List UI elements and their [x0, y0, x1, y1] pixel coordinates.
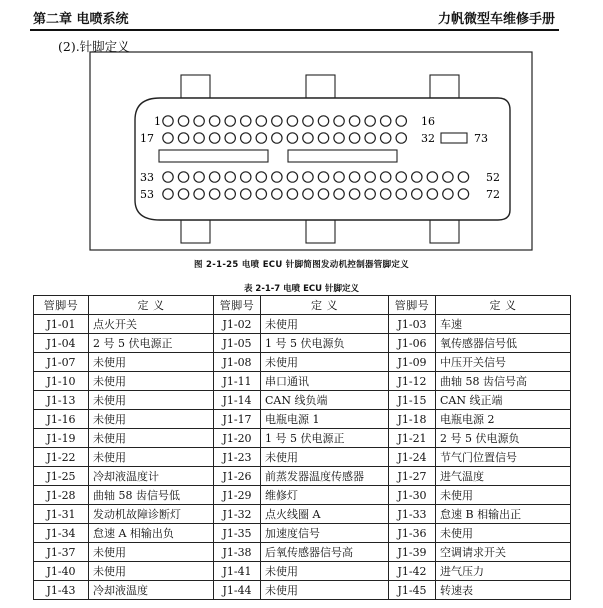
pin-number-cell: J1-07 — [34, 353, 89, 372]
pin-number-cell: J1-43 — [34, 581, 89, 600]
pin-definition-cell: 未使用 — [89, 429, 214, 448]
pin-number-cell: J1-31 — [34, 505, 89, 524]
pin-definition-cell: 空调请求开关 — [436, 543, 571, 562]
pin-definition-cell: 冷却液温度 — [89, 581, 214, 600]
pin-definition-cell: 进气压力 — [436, 562, 571, 581]
pin-definition-cell: 未使用 — [261, 581, 389, 600]
bottom-tab-left — [181, 220, 210, 243]
pin-definition-cell: 未使用 — [89, 562, 214, 581]
pin-number-cell: J1-24 — [389, 448, 436, 467]
pin-number-cell: J1-29 — [214, 486, 261, 505]
table-row — [34, 505, 571, 524]
table-row — [34, 467, 571, 486]
pin-definition-cell: 1 号 5 伏电源正 — [261, 429, 389, 448]
pin-label-row1-first: 1 — [154, 115, 161, 128]
pin-number-cell: J1-18 — [389, 410, 436, 429]
pin-definition-cell: 氧传感器信号低 — [436, 334, 571, 353]
pin-label-row3-last: 52 — [486, 171, 500, 184]
pin-definition-cell: 点火线圈 A — [261, 505, 389, 524]
top-tab-right — [430, 75, 459, 98]
pin-definition-cell: CAN 线负端 — [261, 391, 389, 410]
pin-definition-cell: 未使用 — [89, 410, 214, 429]
pin-number-cell: J1-11 — [214, 372, 261, 391]
pin-definition-cell: CAN 线正端 — [436, 391, 571, 410]
pin-number-cell: J1-32 — [214, 505, 261, 524]
pin-number-cell: J1-41 — [214, 562, 261, 581]
pin-label-row1-last: 16 — [421, 115, 435, 128]
pin-number-cell: J1-09 — [389, 353, 436, 372]
pin-definition-cell: 进气温度 — [436, 467, 571, 486]
pin-definition-cell: 前蒸发器温度传感器 — [261, 467, 389, 486]
pin-definition-cell: 2 号 5 伏电源负 — [436, 429, 571, 448]
header-def-3: 定 义 — [436, 296, 571, 315]
pin-number-cell: J1-16 — [34, 410, 89, 429]
pin-label-row3-first: 33 — [140, 171, 154, 184]
pin-number-cell: J1-35 — [214, 524, 261, 543]
top-tab-middle — [306, 75, 335, 98]
pin-number-cell: J1-14 — [214, 391, 261, 410]
pin-label-row2-last: 32 — [421, 132, 435, 145]
pin-definition-cell: 后氧传感器信号高 — [261, 543, 389, 562]
header-def-1: 定 义 — [89, 296, 214, 315]
pin-number-cell: J1-22 — [34, 448, 89, 467]
table-row — [34, 562, 571, 581]
top-tab-left — [181, 75, 210, 98]
pin-number-cell: J1-01 — [34, 315, 89, 334]
pin-definition-cell: 1 号 5 伏电源负 — [261, 334, 389, 353]
pin-definition-cell: 车速 — [436, 315, 571, 334]
pin-number-cell: J1-06 — [389, 334, 436, 353]
pin-definition-cell: 维修灯 — [261, 486, 389, 505]
pin-definition-cell: 未使用 — [261, 315, 389, 334]
pin-number-cell: J1-27 — [389, 467, 436, 486]
book-title-header: 力帆微型车维修手册 — [437, 12, 555, 27]
table-row — [34, 486, 571, 505]
pin-number-cell: J1-26 — [214, 467, 261, 486]
pin-definition-cell: 未使用 — [261, 353, 389, 372]
pin-number-cell: J1-36 — [389, 524, 436, 543]
table-row — [34, 543, 571, 562]
pin-definition-cell: 未使用 — [89, 372, 214, 391]
table-row — [34, 334, 571, 353]
pin-number-cell: J1-25 — [34, 467, 89, 486]
pin-label-row4-first: 53 — [140, 188, 154, 201]
table-row — [34, 524, 571, 543]
pin-label-73: 73 — [474, 132, 488, 145]
pin-number-cell: J1-20 — [214, 429, 261, 448]
table-row — [34, 372, 571, 391]
header-pin-2: 管脚号 — [214, 296, 261, 315]
bottom-tab-middle — [306, 220, 335, 243]
table-row — [34, 581, 571, 600]
pin-definition-cell: 未使用 — [436, 486, 571, 505]
table-row — [34, 448, 571, 467]
pin-number-cell: J1-33 — [389, 505, 436, 524]
table-row — [34, 410, 571, 429]
pin-number-cell: J1-04 — [34, 334, 89, 353]
pin-definition-cell: 冷却液温度计 — [89, 467, 214, 486]
pin-number-cell: J1-08 — [214, 353, 261, 372]
chapter-header: 第二章 电喷系统 — [33, 12, 129, 27]
pin-number-cell: J1-40 — [34, 562, 89, 581]
pin-number-cell: J1-30 — [389, 486, 436, 505]
pin-definition-cell: 未使用 — [436, 524, 571, 543]
pin-definition-cell: 串口通讯 — [261, 372, 389, 391]
header-pin-3: 管脚号 — [389, 296, 436, 315]
pin-number-cell: J1-38 — [214, 543, 261, 562]
pin-definition-cell: 发动机故障诊断灯 — [89, 505, 214, 524]
pin-number-cell: J1-03 — [389, 315, 436, 334]
pin-number-cell: J1-37 — [34, 543, 89, 562]
figure-caption: 图 2-1-25 电喷 ECU 针脚简图发动机控制器管脚定义 — [194, 260, 409, 270]
pin-number-cell: J1-12 — [389, 372, 436, 391]
table-row — [34, 353, 571, 372]
pin-number-cell: J1-28 — [34, 486, 89, 505]
pin-definition-table — [33, 295, 571, 600]
pin-number-cell: J1-15 — [389, 391, 436, 410]
pin-definition-cell: 2 号 5 伏电源正 — [89, 334, 214, 353]
pin-definition-cell: 未使用 — [89, 391, 214, 410]
pin-number-cell: J1-19 — [34, 429, 89, 448]
pin-number-cell: J1-45 — [389, 581, 436, 600]
pin-number-cell: J1-13 — [34, 391, 89, 410]
section-title: (2).针脚定义 — [58, 39, 130, 54]
pin-number-cell: J1-05 — [214, 334, 261, 353]
pin-definition-cell: 未使用 — [89, 353, 214, 372]
pin-definition-cell: 电瓶电源 2 — [436, 410, 571, 429]
pin-number-cell: J1-23 — [214, 448, 261, 467]
pin-number-cell: J1-17 — [214, 410, 261, 429]
pin-number-cell: J1-39 — [389, 543, 436, 562]
pin-number-cell: J1-34 — [34, 524, 89, 543]
pin-definition-cell: 未使用 — [261, 448, 389, 467]
pin-number-cell: J1-10 — [34, 372, 89, 391]
table-caption: 表 2-1-7 电喷 ECU 针脚定义 — [243, 284, 360, 294]
pin-definition-cell: 加速度信号 — [261, 524, 389, 543]
pin-definition-cell: 未使用 — [89, 448, 214, 467]
pin-definition-cell: 怠速 A 相输出负 — [89, 524, 214, 543]
pin-number-cell: J1-21 — [389, 429, 436, 448]
ecu-connector-diagram — [0, 0, 603, 260]
pin-number-cell: J1-42 — [389, 562, 436, 581]
pin-definition-cell: 未使用 — [89, 543, 214, 562]
header-def-2: 定 义 — [261, 296, 389, 315]
table-row — [34, 391, 571, 410]
pin-number-cell: J1-02 — [214, 315, 261, 334]
pin-definition-cell: 电瓶电源 1 — [261, 410, 389, 429]
pin-definition-cell: 中压开关信号 — [436, 353, 571, 372]
pin-definition-cell: 曲轴 58 齿信号低 — [89, 486, 214, 505]
pin-definition-cell: 点火开关 — [89, 315, 214, 334]
table-header-row — [34, 296, 571, 315]
table-row — [34, 315, 571, 334]
pin-label-row2-first: 17 — [140, 132, 154, 145]
bottom-tab-right — [430, 220, 459, 243]
pin-definition-cell: 曲轴 58 齿信号高 — [436, 372, 571, 391]
pin-label-row4-last: 72 — [486, 188, 500, 201]
pin-definition-cell: 转速表 — [436, 581, 571, 600]
pin-definition-cell: 怠速 B 相输出正 — [436, 505, 571, 524]
pin-definition-cell: 节气门位置信号 — [436, 448, 571, 467]
pin-definition-cell: 未使用 — [261, 562, 389, 581]
header-pin-1: 管脚号 — [34, 296, 89, 315]
pin-number-cell: J1-44 — [214, 581, 261, 600]
table-row — [34, 429, 571, 448]
